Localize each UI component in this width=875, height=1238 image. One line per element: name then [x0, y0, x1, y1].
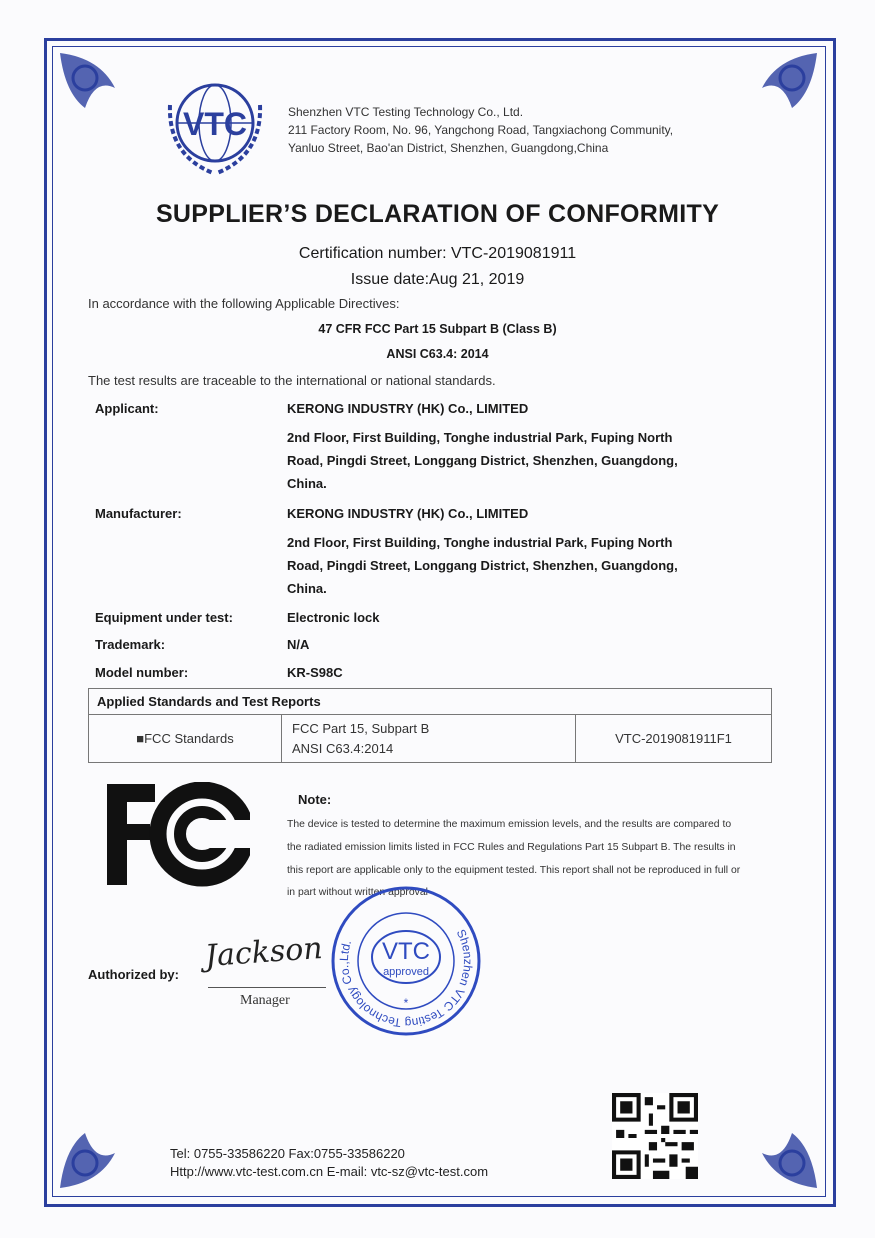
manufacturer-address: China.: [287, 581, 327, 596]
standard: FCC Part 15, Subpart B: [292, 720, 430, 736]
document-title: SUPPLIER’S DECLARATION OF CONFORMITY: [155, 200, 720, 228]
note-line: this report are applicable only to the equipment tested. This report shall not be reproduced in full or: [287, 865, 741, 876]
svg-text:approved: approved: [383, 966, 429, 978]
directive: 47 CFR FCC Part 15 Subpart B (Class B): [318, 322, 557, 336]
vtc-logo: [158, 75, 273, 180]
svg-text:VTC: VTC: [183, 106, 247, 142]
company-address-line: 211 Factory Room, No. 96, Yangchong Road, Tangxiachong Community,: [288, 123, 674, 137]
corner-ornament-icon: [55, 1103, 145, 1193]
standard: ANSI C63.4:2014: [292, 740, 394, 756]
equipment-value: Electronic lock: [287, 610, 380, 625]
trademark-label: Trademark:: [95, 637, 166, 652]
applicant-value: KERONG INDUSTRY (HK) Co., LIMITED: [287, 401, 529, 416]
company-name: Shenzhen VTC Testing Technology Co., Ltd.: [288, 105, 524, 119]
manufacturer-value: KERONG INDUSTRY (HK) Co., LIMITED: [287, 506, 529, 521]
equipment-label: Equipment under test:: [95, 610, 233, 625]
note-line: The device is tested to determine the maximum emission levels, and the results are compared to: [287, 819, 732, 830]
certification-number: Certification number: VTC-2019081911: [298, 245, 577, 262]
footer-phone: Tel: 0755-33586220 Fax:0755-33586220: [170, 1146, 405, 1161]
model-label: Model number:: [95, 665, 189, 680]
traceable-statement: The test results are traceable to the international or national standards.: [88, 373, 496, 388]
standards-category: ■FCC Standards: [89, 715, 282, 763]
qr-code: [612, 1093, 698, 1179]
svg-text:Shenzhen VTC Testing Technolog: Shenzhen VTC Testing Technology Co.,Ltd.: [336, 927, 476, 1031]
manufacturer-address: Road, Pingdi Street, Longgang District, Shenzhen, Guangdong,: [287, 558, 678, 573]
signature-line: [208, 987, 326, 988]
note-line: in part without written approval: [287, 887, 428, 898]
approval-stamp: [330, 885, 482, 1037]
trademark-value: N/A: [287, 637, 310, 652]
note-title: Note:: [298, 792, 332, 807]
manufacturer-address: 2nd Floor, First Building, Tonghe industrial Park, Fuping North: [287, 535, 673, 550]
signature: Jackson: [203, 930, 324, 975]
model-value: KR-S98C: [287, 665, 343, 680]
issue-date: Issue date:Aug 21, 2019: [350, 271, 525, 288]
company-address-line: Yanluo Street, Bao'an District, Shenzhen, Guangdong,China: [288, 141, 609, 155]
manufacturer-label: Manufacturer:: [95, 506, 182, 521]
table-header: Applied Standards and Test Reports: [89, 689, 772, 715]
footer-web[interactable]: Http://www.vtc-test.com.cn E-mail: vtc-sz@vtc-test.com: [170, 1164, 489, 1179]
svg-text:VTC: VTC: [382, 938, 430, 965]
fcc-logo: [105, 782, 250, 887]
applicant-address: Road, Pingdi Street, Longgang District, Shenzhen, Guangdong,: [287, 453, 678, 468]
corner-ornament-icon: [55, 48, 145, 138]
applicant-address: 2nd Floor, First Building, Tonghe industrial Park, Fuping North: [287, 430, 673, 445]
directives-intro: In accordance with the following Applicable Directives:: [88, 296, 400, 311]
applicant-label: Applicant:: [95, 401, 159, 416]
directive: ANSI C63.4: 2014: [386, 347, 489, 361]
corner-ornament-icon: [732, 48, 822, 138]
signer-title: Manager: [240, 993, 290, 1008]
note-line: the radiated emission limits listed in FCC Rules and Regulations Part 15 Subpart B. The results in: [287, 842, 736, 853]
authorized-by-label: Authorized by:: [88, 967, 179, 982]
report-number: VTC-2019081911F1: [576, 715, 772, 763]
svg-text:*: *: [403, 996, 409, 1010]
applicant-address: China.: [287, 476, 327, 491]
standards-table: [88, 688, 772, 763]
corner-ornament-icon: [732, 1103, 822, 1193]
